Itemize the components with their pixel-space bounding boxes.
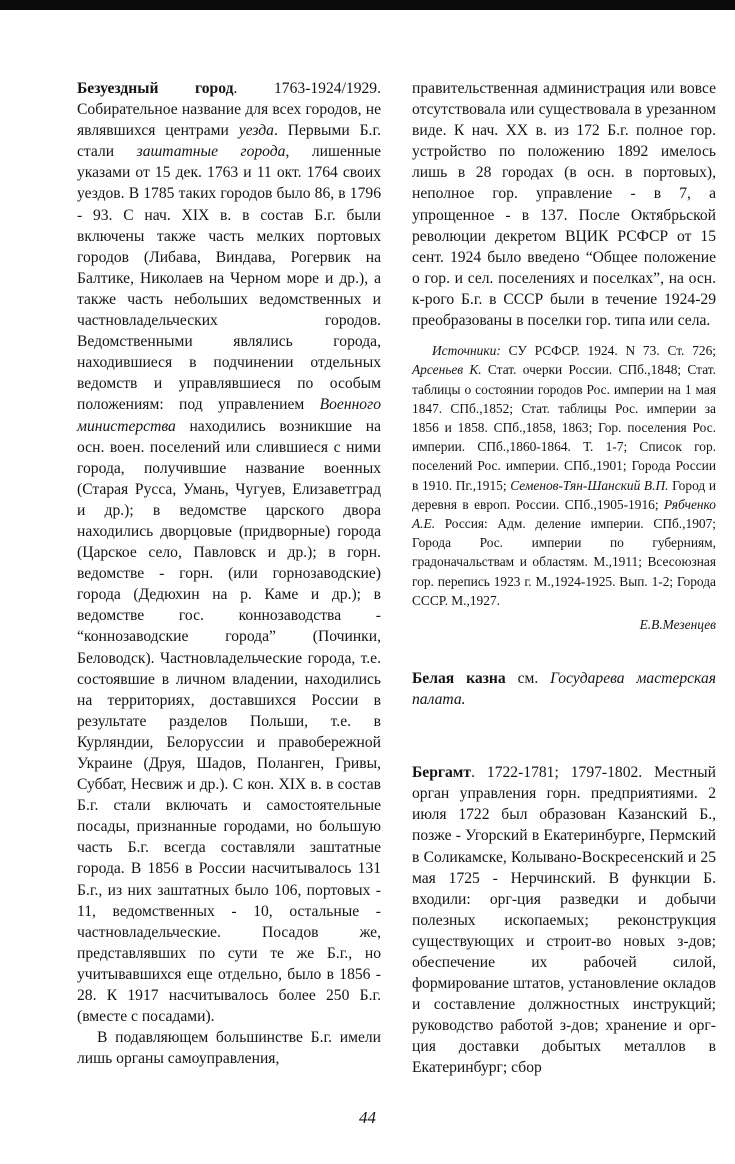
right-column bbox=[412, 78, 716, 1079]
cross-reference: Военного министерства bbox=[77, 396, 381, 435]
entry-text: находились возникшие на осн. воен. поселений или слившиеся с ними города, получившие название военных (Старая Русса, Умань, Чугуев, Елизаветград и др.); в ведомстве царского двора находились дворцовые (придворные) города (Царское село, Павловск и др.); в горн. ведомстве - горн. (или горнозаводские) города (Дедюхин на р. Каме и др.); в ведомстве гос. коннозаводства - “коннозаводские города” (Починки, Беловодск). Частновладельческие города, т.е. состоявшие в личном владении, находились на территориях, доставшихся России в результате разделов Польши, т.е. в Курляндии, Белоруссии и правобережной Украине (Друя, Шадов, Поланген, Гривы, Суббат, Несвиж и др.). С кон. XIX в. в состав Б.г. стали включать и самостоятельные посады, признанные городами, но большую часть Б.г. всегда составляли заштатные города. В 1856 в России насчитывалось 131 Б.г., из них заштатных было 106, портовых - 11, ведомственных - 10, остальные - частновладельческие. Посадов же, представлявших по сути те же Б.г., но учитывавшихся еще отдельно, было в 1856 - 28. К 1917 насчитывалось более 250 Б.г. (вместе с посадами). bbox=[77, 417, 381, 1026]
entry-text: см. bbox=[505, 669, 551, 687]
cross-reference: заштатные города bbox=[136, 143, 286, 161]
source-author: Арсеньев К. bbox=[412, 362, 482, 378]
scan-top-edge bbox=[0, 0, 735, 10]
sources-text: СУ РСФСР. 1924. N 73. Ст. 726; bbox=[500, 343, 716, 359]
sources-label: Источники: bbox=[432, 343, 501, 359]
article-author: Е.В.Мезенцев bbox=[639, 616, 716, 632]
sources-text: Стат. очерки России. СПб.,1848; Стат. таблицы о состоянии городов Рос. империи на 1 мая 1847. СПб.,1852; Стат. таблицы Рос. империи за 1856 и 1858. СПб.,1858, 1863; Гор. поселения Рос. империи. СПб.,1860-1864. Т. 1-7; Список гор. поселений Рос. империи. СПб.,1901; Города России в 1910. Пг.,1915; bbox=[412, 362, 716, 493]
entry-bezuezdny-gorod bbox=[77, 78, 381, 1027]
entry-text: . Первыми Б.г. стали bbox=[77, 122, 381, 161]
entry-term: Белая казна bbox=[412, 669, 506, 687]
page-number: 44 bbox=[359, 1108, 376, 1127]
sources-text: Город и деревня в европ. России. СПб.,1905-1916; bbox=[412, 477, 716, 512]
sources-block bbox=[412, 341, 716, 610]
entry-term: Безуездный город bbox=[77, 80, 234, 97]
source-author: Семенов-Тян-Шанский В.П. bbox=[510, 477, 669, 493]
sources-text: Россия: Адм. деление империи. СПб.,1907; Города Рос. империи по губерниям, градоначальствам и областям. М.,1911; Всесоюзная гор. перепись 1923 г. М.,1924-1925. Вып. 1-2; Города СССР. М.,1927. bbox=[412, 515, 716, 608]
left-column bbox=[77, 78, 381, 1069]
entry-bergamt bbox=[412, 762, 716, 1078]
entry-belaya-kazna bbox=[412, 668, 716, 710]
cross-reference: уезда bbox=[238, 122, 274, 140]
entry-text: . 1763-1924/1929. Собирательное название для всех городов, не являвшихся центрами bbox=[77, 80, 381, 140]
entry-text: , лишенные указами от 15 дек. 1763 и 11 окт. 1764 своих уездов. В 1785 таких городов было 86, в 1796 - 93. С нач. XIX в. в состав Б.г. были включены также часть мелких портовых городов (Либава, Виндава, Рогервик на Балтике, Николаев на Черном море и др.), а также часть небольших ведомственных и частновладельческих городов. Ведомственными являлись города, находившиеся в подчинении отдельных ведомств и управлявшиеся по особым положениям: под управлением bbox=[77, 143, 381, 414]
entry-term: Бергамт bbox=[412, 764, 472, 782]
entry-paragraph: В подавляющем большинстве Б.г. имели лишь органы самоуправления, bbox=[77, 1029, 381, 1068]
entry-continuation: правительственная администрация или вовсе отсутствовала или существовала в урезанном виде. К нач. XX в. из 172 Б.г. полное гор. устройство по положению 1892 имелось лишь в 28 городах (в осн. в портовых), неполное гор. управление - в 7, а упрощенное - в 137. После Октябрьской революции декретом ВЦИК РСФСР от 15 сент. 1924 было введено “Общее положение о гор. и сел. поселениях и поселках”, на осн. к-рого Б.г. в СССР были в течение 1924-29 преобразованы в поселки гор. типа или села. bbox=[412, 80, 716, 330]
source-author: Рябченко А.Е. bbox=[412, 496, 716, 531]
entry-text: . 1722-1781; 1797-1802. Местный орган управления горн. предприятиями. 2 июля 1722 был образован Казанский Б., позже - Угорский в Екатеринбурге, Пермский в Соликамске, Колывано-Воскресенский и 25 мая 1725 - Нерчинский. В функции Б. входили: орг-ция разведки и добычи полезных ископаемых; реконструкция существующих и строит-во новых з-дов; обеспечение их рабочей силой, формирование штатов, установление окладов и составление должностных инструкций; руководство работой з-дов; хранение и орг-ция доставки добытых металлов в Екатеринбург; сбор bbox=[412, 764, 716, 1077]
cross-reference: Государева мастерская палата. bbox=[412, 669, 716, 709]
